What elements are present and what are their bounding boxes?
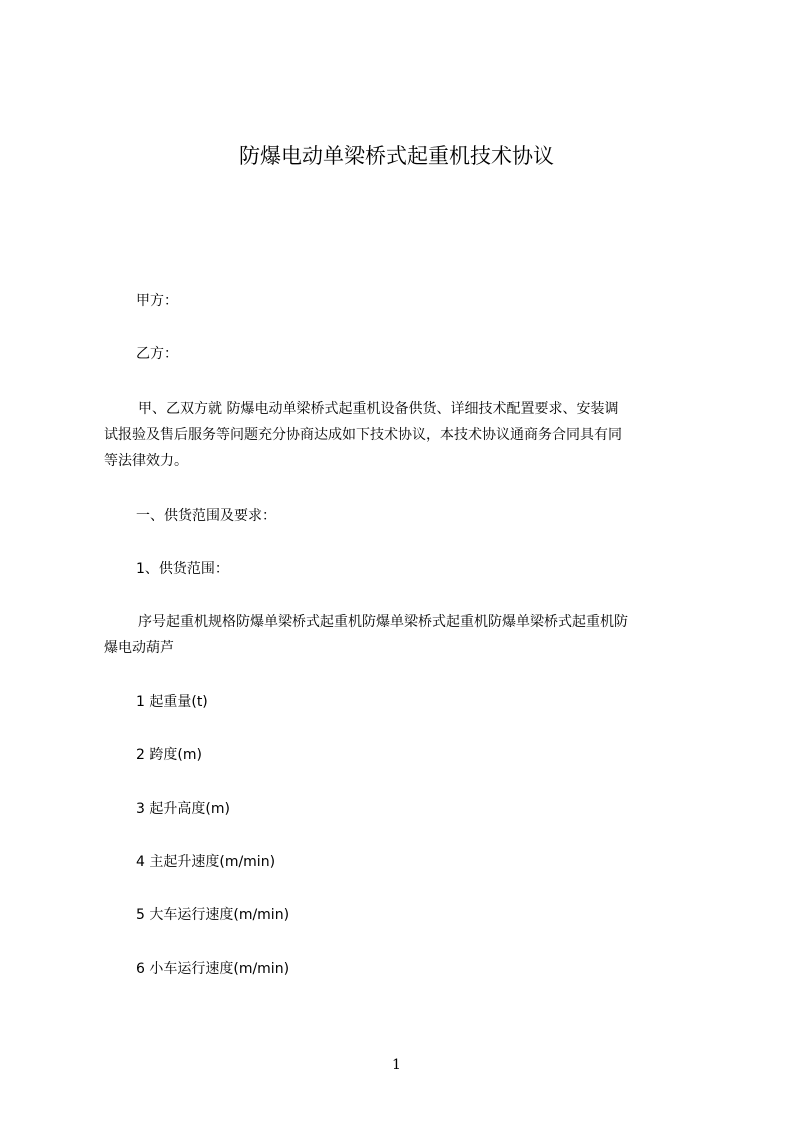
spec-item: 4 主起升速度(m/min)	[136, 854, 276, 870]
document-title: 防爆电动单梁桥式起重机技术协议	[239, 144, 554, 168]
spec-item: 6 小车运行速度(m/min)	[136, 961, 290, 977]
party-b-label: 乙方：	[136, 346, 178, 362]
party-a-label: 甲方：	[136, 293, 178, 309]
intro-line: 试报验及售后服务等问题充分协商达成如下技术协议，本技术协议通商务合同具有同	[104, 427, 622, 443]
page-number: 1	[392, 1057, 401, 1073]
spec-item: 1 起重量(t)	[136, 694, 208, 710]
spec-item: 3 起升高度(m)	[136, 801, 230, 817]
intro-line: 等法律效力。	[104, 453, 188, 469]
spec-header-paragraph	[104, 609, 700, 661]
intro-paragraph	[104, 396, 700, 474]
spec-item: 2 跨度(m)	[136, 747, 202, 763]
subsection-heading: 1、供货范围：	[136, 561, 229, 577]
section-heading: 一、供货范围及要求：	[136, 508, 276, 524]
spec-header-line: 爆电动葫芦	[104, 640, 174, 656]
spec-item: 5 大车运行速度(m/min)	[136, 907, 290, 923]
spec-header-line: 序号起重机规格防爆单梁桥式起重机防爆单梁桥式起重机防爆单梁桥式起重机防	[138, 614, 628, 630]
intro-line: 甲、乙双方就 防爆电动单梁桥式起重机设备供货、详细技术配置要求、安装调	[138, 401, 619, 417]
